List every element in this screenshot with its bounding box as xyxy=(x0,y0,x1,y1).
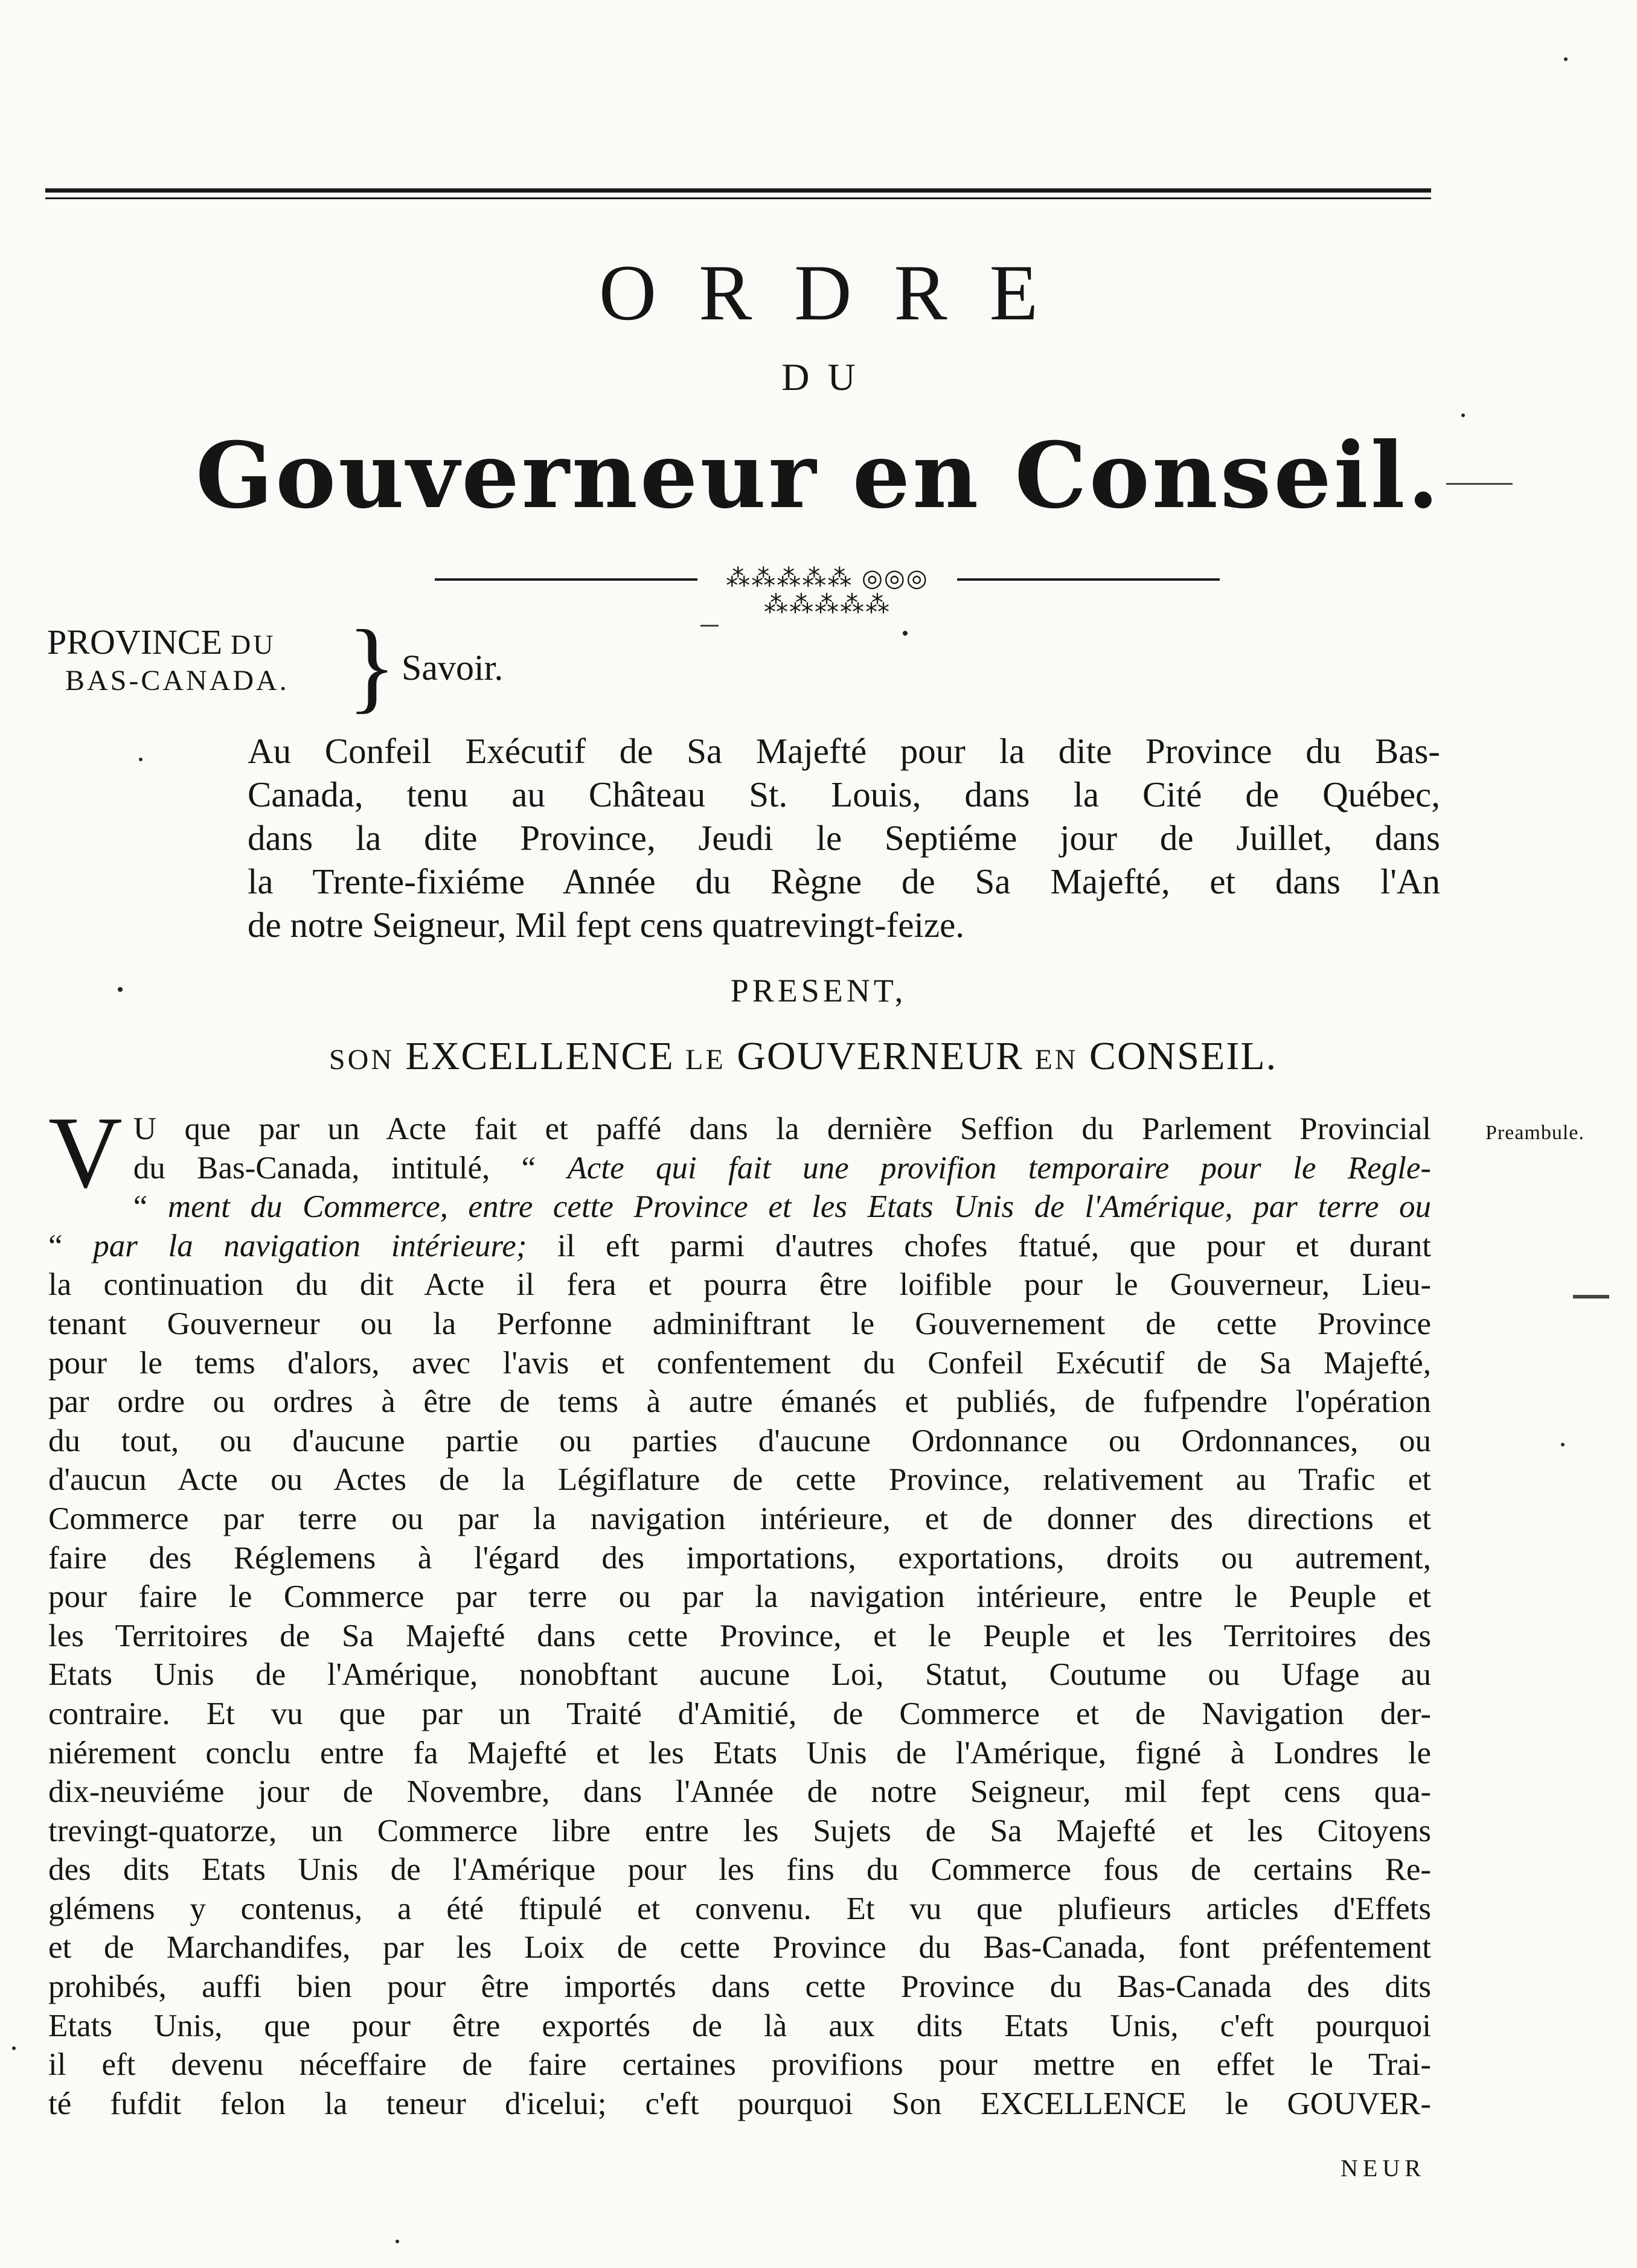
title-du: DU xyxy=(781,356,874,398)
body-line: contraire. Et vu que par un Traité d'Amitié, de Commerce et de Navigation der- xyxy=(48,1696,1431,1731)
body-line: il eft devenu néceffaire de faire certaines provifions pour mettre en effet le Trai- xyxy=(48,2047,1431,2083)
title-gouverneur-en-conseil: Gouverneur en Conseil. xyxy=(196,423,1441,529)
son-word: SON xyxy=(328,1044,394,1076)
body-line xyxy=(48,1227,1431,1266)
margin-note-preambule: Preambule. xyxy=(1485,1122,1584,1144)
intro-line: la Trente-fixiéme Année du Règne de Sa Majefté, et dans l'An xyxy=(248,861,1440,901)
excellence-word: EXCELLENCE xyxy=(405,1034,674,1078)
body-line: des dits Etats Unis de l'Amérique pour les fins du Commerce fous de certains Re- xyxy=(48,1852,1431,1888)
catchword: NEUR xyxy=(1341,2155,1426,2182)
body-line: pour faire le Commerce par terre ou par la navigation intérieure, entre le Peuple et xyxy=(48,1579,1431,1615)
gouverneur-word: GOUVERNEUR xyxy=(737,1034,1024,1078)
body-line: par ordre ou ordres à être de tems à autre émanés et publiés, de fufpendre l'opération xyxy=(48,1384,1431,1420)
quote-mark: “ xyxy=(133,1189,148,1225)
scan-speck xyxy=(1461,414,1465,417)
intro-line: dans la dite Province, Jeudi le Septiéme jour de Juillet, dans xyxy=(248,818,1440,858)
conseil-word: CONSEIL. xyxy=(1089,1034,1278,1078)
brace-icon: } xyxy=(347,609,397,723)
scan-speck xyxy=(12,2046,16,2050)
drop-cap: V xyxy=(48,1096,123,1209)
body-line: pour le tems d'alors, avec l'avis et confentement du Confeil Exécutif de Sa Majefté, xyxy=(48,1345,1431,1381)
scan-speck xyxy=(139,758,143,761)
scan-speck xyxy=(1561,1443,1565,1446)
body-text-run: du Bas-Canada, intitulé, “ xyxy=(133,1150,536,1186)
province-heading xyxy=(47,622,275,662)
ornament-icon: ⁂⁂⁂⁂⁂ ◎◎◎ ⁂⁂⁂⁂⁂ xyxy=(697,565,957,592)
top-double-rule xyxy=(45,188,1431,199)
body-paragraph xyxy=(48,1096,1432,2123)
act-title-italic: ment du Commerce, entre cette Province et les Etats Unis de l'Amérique, par terre ou xyxy=(167,1189,1432,1225)
scan-speck xyxy=(118,987,123,992)
body-line: trevingt-quatorze, un Commerce libre entre les Sujets de Sa Majefté et les Citoyens xyxy=(48,1813,1431,1848)
act-title-italic: Acte qui fait une provifion temporaire pour le Regle- xyxy=(567,1150,1431,1186)
body-line: dix-neuviéme jour de Novembre, dans l'Année de notre Seigneur, mil fept cens qua- xyxy=(48,1774,1431,1810)
intro-line: Canada, tenu au Château St. Louis, dans la Cité de Québec, xyxy=(248,775,1440,814)
body-line: Commerce par terre ou par la navigation intérieure, et de donner des directions et xyxy=(48,1501,1431,1536)
body-text-run: il eft parmi d'autres chofes ftatué, que pour et durant xyxy=(557,1228,1431,1263)
scan-mark xyxy=(1446,483,1513,485)
body-line: U que par un Acte fait et paffé dans la dernière Seffion du Parlement Provincial xyxy=(133,1111,1431,1146)
province-name: BAS-CANADA. xyxy=(65,665,289,697)
body-line: glémens y contenus, a été ftipulé et convenu. Et vu que plufieurs articles d'Effets xyxy=(48,1891,1431,1926)
act-title-italic: par la navigation intérieure; xyxy=(93,1228,527,1263)
body-line: et de Marchandifes, par les Loix de cette Province du Bas-Canada, font préfentement xyxy=(48,1930,1431,1966)
body-line xyxy=(48,1149,1431,1188)
le-word: LE xyxy=(685,1044,726,1076)
title-ordre: ORDRE xyxy=(598,248,1081,337)
scan-mark xyxy=(1573,1295,1609,1299)
scan-mark xyxy=(700,625,719,627)
en-word: EN xyxy=(1034,1044,1078,1076)
body-line xyxy=(48,1187,1431,1227)
body-line: les Territoires de Sa Majefté dans cette Province, et le Peuple et les Territoires des xyxy=(48,1618,1431,1653)
body-line: té fufdit felon la teneur d'icelui; c'eft pourquoi Son EXCELLENCE le GOUVER- xyxy=(48,2086,1431,2121)
body-line: niérement conclu entre fa Majefté et les Etats Unis de l'Amérique, figné à Londres le xyxy=(48,1735,1431,1771)
body-line: d'aucun Acte ou Actes de la Légiflature de cette Province, relativement au Trafic et xyxy=(48,1462,1431,1498)
scan-speck xyxy=(1564,57,1568,61)
intro-line: de notre Seigneur, Mil fept cens quatrevingt-feize. xyxy=(248,905,965,945)
body-line: tenant Gouverneur ou la Perfonne adminiftrant le Gouvernement de cette Province xyxy=(48,1306,1431,1341)
intro-line: Au Confeil Exécutif de Sa Majefté pour la dite Province du Bas- xyxy=(248,731,1440,771)
present-heading: PRESENT, xyxy=(730,973,907,1009)
intro-paragraph xyxy=(248,729,1440,947)
province-du: DU xyxy=(231,629,276,660)
body-line: faire des Réglemens à l'égard des importations, exportations, droits ou autrement, xyxy=(48,1540,1431,1576)
quote-mark: “ xyxy=(48,1228,63,1263)
body-line: du tout, ou d'aucune partie ou parties d'aucune Ordonnance ou Ordonnances, ou xyxy=(48,1423,1431,1458)
scan-speck xyxy=(903,631,908,636)
province-word: PROVINCE xyxy=(47,622,223,662)
savoir-label: Savoir. xyxy=(402,648,504,688)
body-line: Etats Unis, que pour être exportés de là aux dits Etats Unis, c'eft pourquoi xyxy=(48,2008,1431,2043)
scan-speck xyxy=(396,2240,399,2243)
body-line: la continuation du dit Acte il fera et pourra être loifible pour le Gouverneur, Lieu- xyxy=(48,1267,1431,1303)
body-line: Etats Unis de l'Amérique, nonobftant aucune Loi, Statut, Coutume ou Ufage au xyxy=(48,1657,1431,1693)
son-excellence-heading xyxy=(193,1033,1413,1079)
body-line: prohibés, auffi bien pour être importés dans cette Province du Bas-Canada des dits xyxy=(48,1969,1431,2005)
